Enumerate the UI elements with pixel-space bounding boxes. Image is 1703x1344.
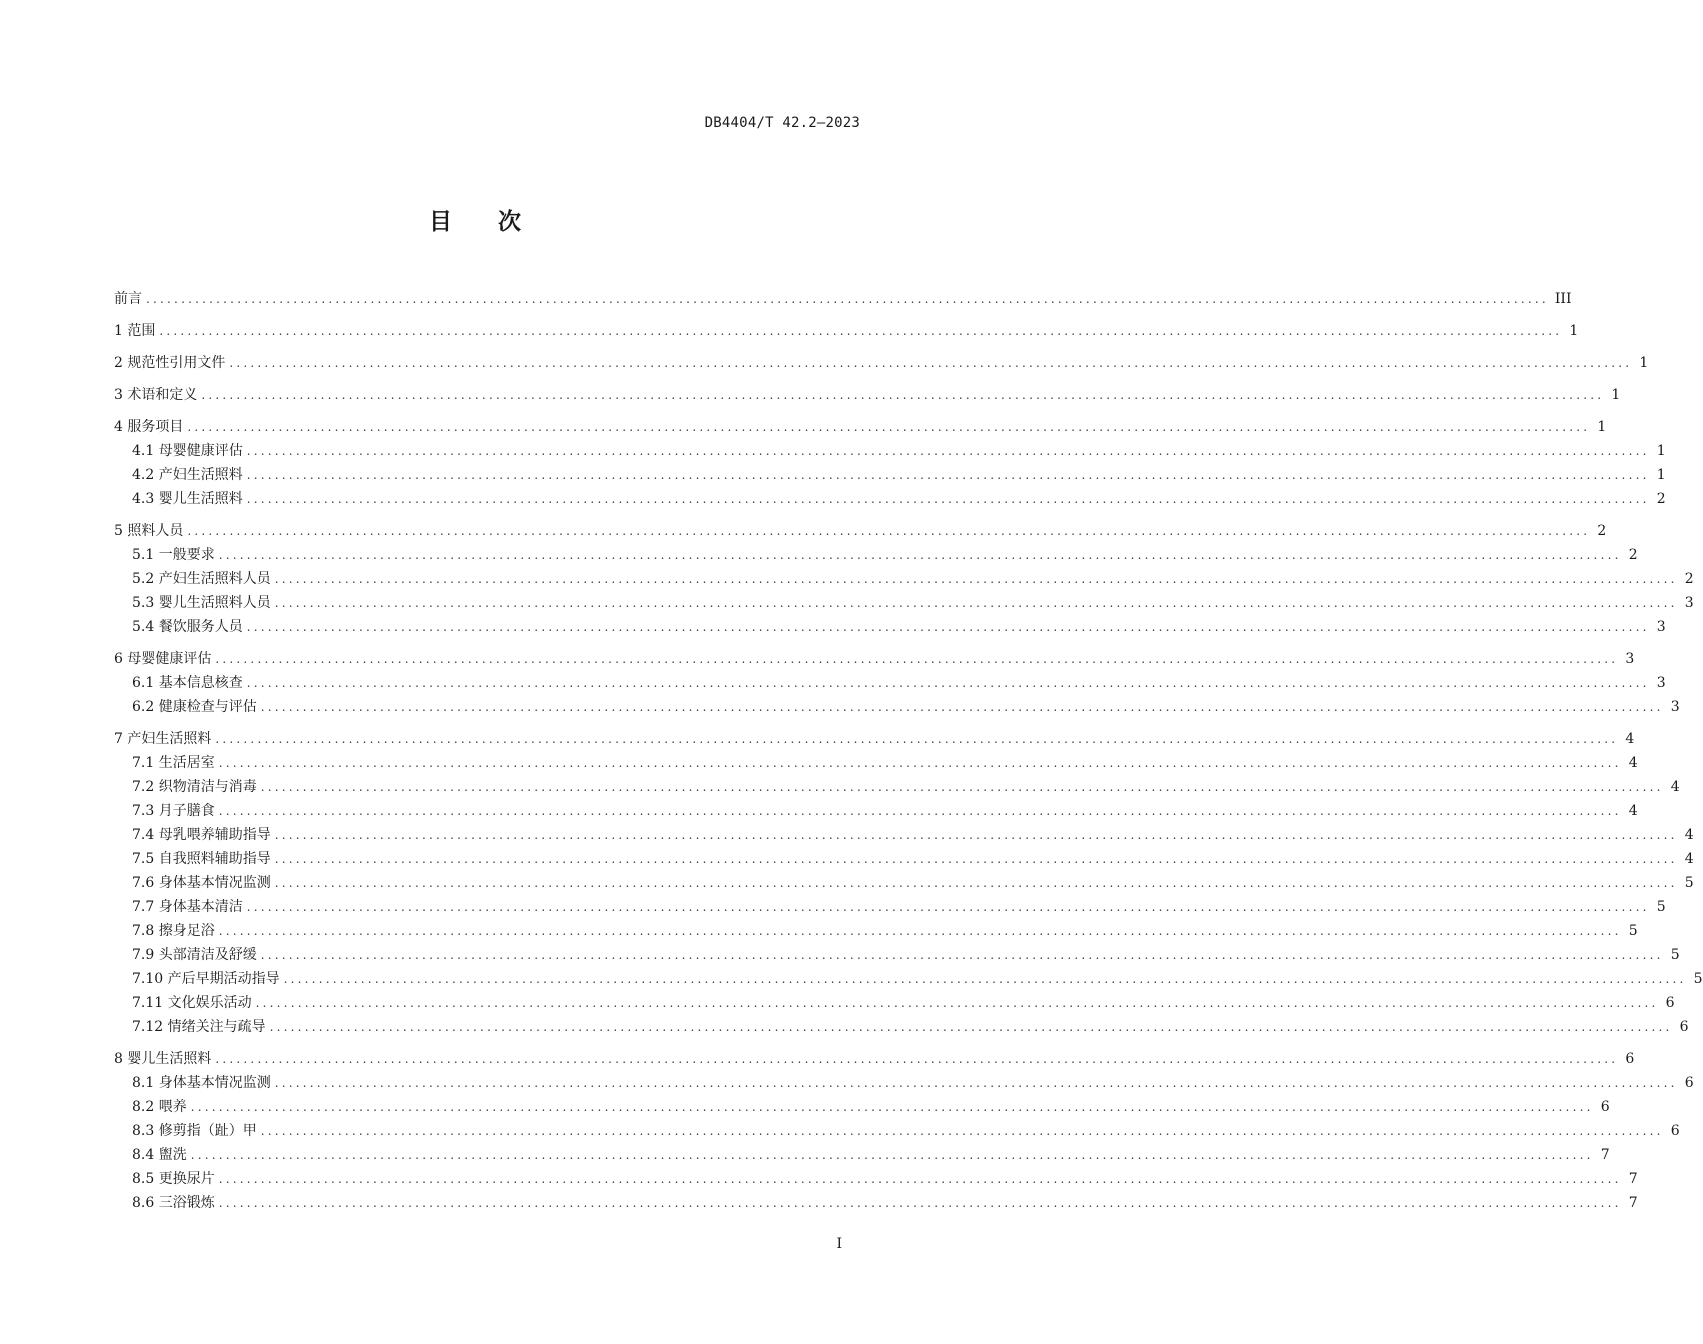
toc-entry-label: 7.4 母乳喂养辅助指导 [132, 827, 271, 843]
toc-entry-label: 8.2 喂养 [132, 1099, 187, 1115]
toc-leader-dots: ........................................................................................................................................................................................................ [187, 420, 1591, 434]
toc-entry-label: 4.3 婴儿生活照料 [132, 491, 243, 507]
toc-entry[interactable] [114, 967, 1703, 991]
toc-entry-page: 6 [1684, 1075, 1694, 1091]
toc-entry-page: 3 [1684, 595, 1694, 611]
toc-entry-label: 6 母婴健康评估 [114, 651, 212, 667]
toc-leader-dots: ........................................................................................................................................................................................................ [218, 804, 1622, 818]
toc-entry-page: 1 [1569, 323, 1579, 339]
toc-entry[interactable] [114, 1047, 1635, 1071]
toc-entry[interactable] [114, 919, 1638, 943]
toc-leader-dots: ........................................................................................................................................................................................................ [274, 1076, 1678, 1090]
toc-leader-dots: ........................................................................................................................................................................................................ [274, 876, 1678, 890]
toc-entry[interactable] [114, 383, 1621, 407]
toc-entry-label: 7.10 产后早期活动指导 [132, 971, 280, 987]
toc-leader-dots: ........................................................................................................................................................................................................ [255, 996, 1659, 1010]
toc-leader-dots: ........................................................................................................................................................................................................ [246, 492, 1650, 506]
toc-entry[interactable] [114, 1071, 1694, 1095]
toc-leader-dots: ........................................................................................................................................................................................................ [274, 572, 1678, 586]
toc-entry-page: 3 [1670, 699, 1680, 715]
toc-entry-label: 7.12 情绪关注与疏导 [132, 1019, 266, 1035]
toc-entry[interactable] [114, 615, 1666, 639]
toc-leader-dots: ........................................................................................................................................................................................................ [269, 1020, 1673, 1034]
toc-entry-label: 8.4 盥洗 [132, 1147, 187, 1163]
toc-entry-page: 1 [1656, 467, 1666, 483]
toc-entry-page: 5 [1693, 971, 1703, 987]
toc-leader-dots: ........................................................................................................................................................................................................ [246, 900, 1650, 914]
toc-entry-page: 2 [1656, 491, 1666, 507]
toc-entry-page: 4 [1628, 755, 1638, 771]
toc-leader-dots: ........................................................................................................................................................................................................ [218, 756, 1622, 770]
toc-entry-page: 1 [1639, 355, 1649, 371]
document-code: DB4404/T 42.2—2023 [704, 115, 860, 131]
toc-entry[interactable] [114, 351, 1649, 375]
toc-entry[interactable] [114, 799, 1638, 823]
toc-entry[interactable] [114, 647, 1635, 671]
toc-entry-label: 7.9 头部清洁及舒缓 [132, 947, 257, 963]
toc-title: 目次 [429, 209, 567, 235]
toc-entry-label: 8.3 修剪指（趾）甲 [132, 1123, 257, 1139]
toc-entry-page: 4 [1670, 779, 1680, 795]
toc-leader-dots: ........................................................................................................................................................................................................ [218, 548, 1622, 562]
toc-entry-page: 7 [1628, 1195, 1638, 1211]
toc-entry-label: 7.1 生活居室 [132, 755, 215, 771]
toc-entry-label: 5 照料人员 [114, 523, 184, 539]
toc-entry-label: 7.3 月子膳食 [132, 803, 215, 819]
toc-entry-label: 1 范围 [114, 323, 156, 339]
toc-entry[interactable] [114, 775, 1680, 799]
toc-entry-page: 1 [1597, 419, 1607, 435]
toc-leader-dots: ........................................................................................................................................................................................................ [218, 1172, 1622, 1186]
toc-entry[interactable] [114, 415, 1607, 439]
toc-entry-label: 5.2 产妇生活照料人员 [132, 571, 271, 587]
toc-entry-page: 1 [1656, 443, 1666, 459]
toc-entry[interactable] [114, 1015, 1689, 1039]
toc-entry-page: 4 [1684, 851, 1694, 867]
toc-entry-label: 8.5 更换尿片 [132, 1171, 215, 1187]
toc-entry-page: 2 [1684, 571, 1694, 587]
toc-entry-label: 5.3 婴儿生活照料人员 [132, 595, 271, 611]
toc-entry[interactable] [114, 567, 1694, 591]
toc-leader-dots: ........................................................................................................................................................................................................ [246, 676, 1650, 690]
toc-entry-page: 6 [1670, 1123, 1680, 1139]
toc-entry-label: 前言 [114, 291, 142, 307]
toc-leader-dots: ........................................................................................................................................................................................................ [146, 292, 1549, 306]
toc-entry[interactable] [114, 463, 1666, 487]
toc-leader-dots: ........................................................................................................................................................................................................ [190, 1148, 1594, 1162]
toc-entry[interactable] [114, 1191, 1638, 1215]
toc-leader-dots: ........................................................................................................................................................................................................ [190, 1100, 1594, 1114]
toc-entry-label: 7.7 身体基本清洁 [132, 899, 243, 915]
toc-entry-page: 6 [1679, 1019, 1689, 1035]
toc-entry-label: 8.1 身体基本情况监测 [132, 1075, 271, 1091]
toc-entry-page: 6 [1600, 1099, 1610, 1115]
toc-leader-dots: ........................................................................................................................................................................................................ [283, 972, 1687, 986]
toc-entry[interactable] [114, 895, 1666, 919]
toc-leader-dots: ........................................................................................................................................................................................................ [218, 924, 1622, 938]
table-of-contents [114, 287, 1703, 1215]
toc-entry[interactable] [114, 439, 1666, 463]
toc-leader-dots: ........................................................................................................................................................................................................ [229, 356, 1633, 370]
toc-leader-dots: ........................................................................................................................................................................................................ [274, 596, 1678, 610]
toc-entry[interactable] [114, 847, 1694, 871]
toc-entry-label: 7.5 自我照料辅助指导 [132, 851, 271, 867]
toc-entry-page: 1 [1611, 387, 1621, 403]
toc-entry[interactable] [114, 519, 1607, 543]
toc-entry-label: 7.8 擦身足浴 [132, 923, 215, 939]
toc-leader-dots: ........................................................................................................................................................................................................ [260, 948, 1664, 962]
toc-entry[interactable] [114, 287, 1572, 311]
toc-entry-label: 8 婴儿生活照料 [114, 1051, 212, 1067]
toc-entry-label: 5.4 餐饮服务人员 [132, 619, 243, 635]
toc-entry[interactable] [114, 823, 1694, 847]
toc-entry-page: 6 [1625, 1051, 1635, 1067]
toc-entry[interactable] [114, 1095, 1610, 1119]
toc-entry[interactable] [114, 319, 1579, 343]
page-number: I [836, 1236, 842, 1252]
toc-entry-label: 6.2 健康检查与评估 [132, 699, 257, 715]
toc-entry-page: 5 [1656, 899, 1666, 915]
toc-entry-label: 4.2 产妇生活照料 [132, 467, 243, 483]
toc-entry[interactable] [114, 695, 1680, 719]
toc-entry[interactable] [114, 591, 1694, 615]
toc-entry-page: 4 [1684, 827, 1694, 843]
toc-entry-page: 3 [1656, 675, 1666, 691]
toc-entry[interactable] [114, 543, 1638, 567]
toc-leader-dots: ........................................................................................................................................................................................................ [274, 852, 1678, 866]
toc-entry-label: 7.6 身体基本情况监测 [132, 875, 271, 891]
toc-entry-page: 3 [1656, 619, 1666, 635]
toc-leader-dots: ........................................................................................................................................................................................................ [274, 828, 1678, 842]
toc-entry-page: III [1554, 291, 1572, 307]
toc-entry-page: 6 [1665, 995, 1675, 1011]
toc-entry-page: 4 [1628, 803, 1638, 819]
toc-entry-page: 7 [1600, 1147, 1610, 1163]
toc-entry[interactable] [114, 1167, 1638, 1191]
toc-entry-label: 3 术语和定义 [114, 387, 198, 403]
toc-leader-dots: ........................................................................................................................................................................................................ [159, 324, 1563, 338]
toc-entry-page: 7 [1628, 1171, 1638, 1187]
toc-leader-dots: ........................................................................................................................................................................................................ [246, 468, 1650, 482]
toc-entry-page: 2 [1628, 547, 1638, 563]
toc-leader-dots: ........................................................................................................................................................................................................ [218, 1196, 1622, 1210]
toc-leader-dots: ........................................................................................................................................................................................................ [260, 780, 1664, 794]
toc-leader-dots: ........................................................................................................................................................................................................ [201, 388, 1605, 402]
toc-entry-label: 4.1 母婴健康评估 [132, 443, 243, 459]
toc-leader-dots: ........................................................................................................................................................................................................ [260, 1124, 1664, 1138]
toc-entry[interactable] [114, 1119, 1680, 1143]
toc-leader-dots: ........................................................................................................................................................................................................ [260, 700, 1664, 714]
toc-entry-page: 2 [1597, 523, 1607, 539]
toc-leader-dots: ........................................................................................................................................................................................................ [246, 444, 1650, 458]
toc-entry-label: 8.6 三浴锻炼 [132, 1195, 215, 1211]
toc-leader-dots: ........................................................................................................................................................................................................ [215, 732, 1619, 746]
toc-entry-label: 6.1 基本信息核查 [132, 675, 243, 691]
toc-entry-label: 7.11 文化娱乐活动 [132, 995, 252, 1011]
toc-entry[interactable] [114, 751, 1638, 775]
toc-entry-page: 5 [1684, 875, 1694, 891]
toc-entry[interactable] [114, 871, 1694, 895]
toc-entry-page: 3 [1625, 651, 1635, 667]
toc-entry[interactable] [114, 943, 1680, 967]
toc-leader-dots: ........................................................................................................................................................................................................ [246, 620, 1650, 634]
toc-entry-page: 5 [1628, 923, 1638, 939]
toc-entry[interactable] [114, 727, 1635, 751]
toc-leader-dots: ........................................................................................................................................................................................................ [187, 524, 1591, 538]
toc-entry[interactable] [114, 1143, 1610, 1167]
toc-entry[interactable] [114, 671, 1666, 695]
toc-entry-label: 7.2 织物清洁与消毒 [132, 779, 257, 795]
toc-entry-page: 4 [1625, 731, 1635, 747]
toc-entry-label: 4 服务项目 [114, 419, 184, 435]
toc-entry-page: 5 [1670, 947, 1680, 963]
toc-leader-dots: ........................................................................................................................................................................................................ [215, 652, 1619, 666]
toc-entry[interactable] [114, 991, 1675, 1015]
toc-leader-dots: ........................................................................................................................................................................................................ [215, 1052, 1619, 1066]
toc-entry-label: 2 规范性引用文件 [114, 355, 226, 371]
toc-entry-label: 5.1 一般要求 [132, 547, 215, 563]
toc-entry-label: 7 产妇生活照料 [114, 731, 212, 747]
toc-entry[interactable] [114, 487, 1666, 511]
